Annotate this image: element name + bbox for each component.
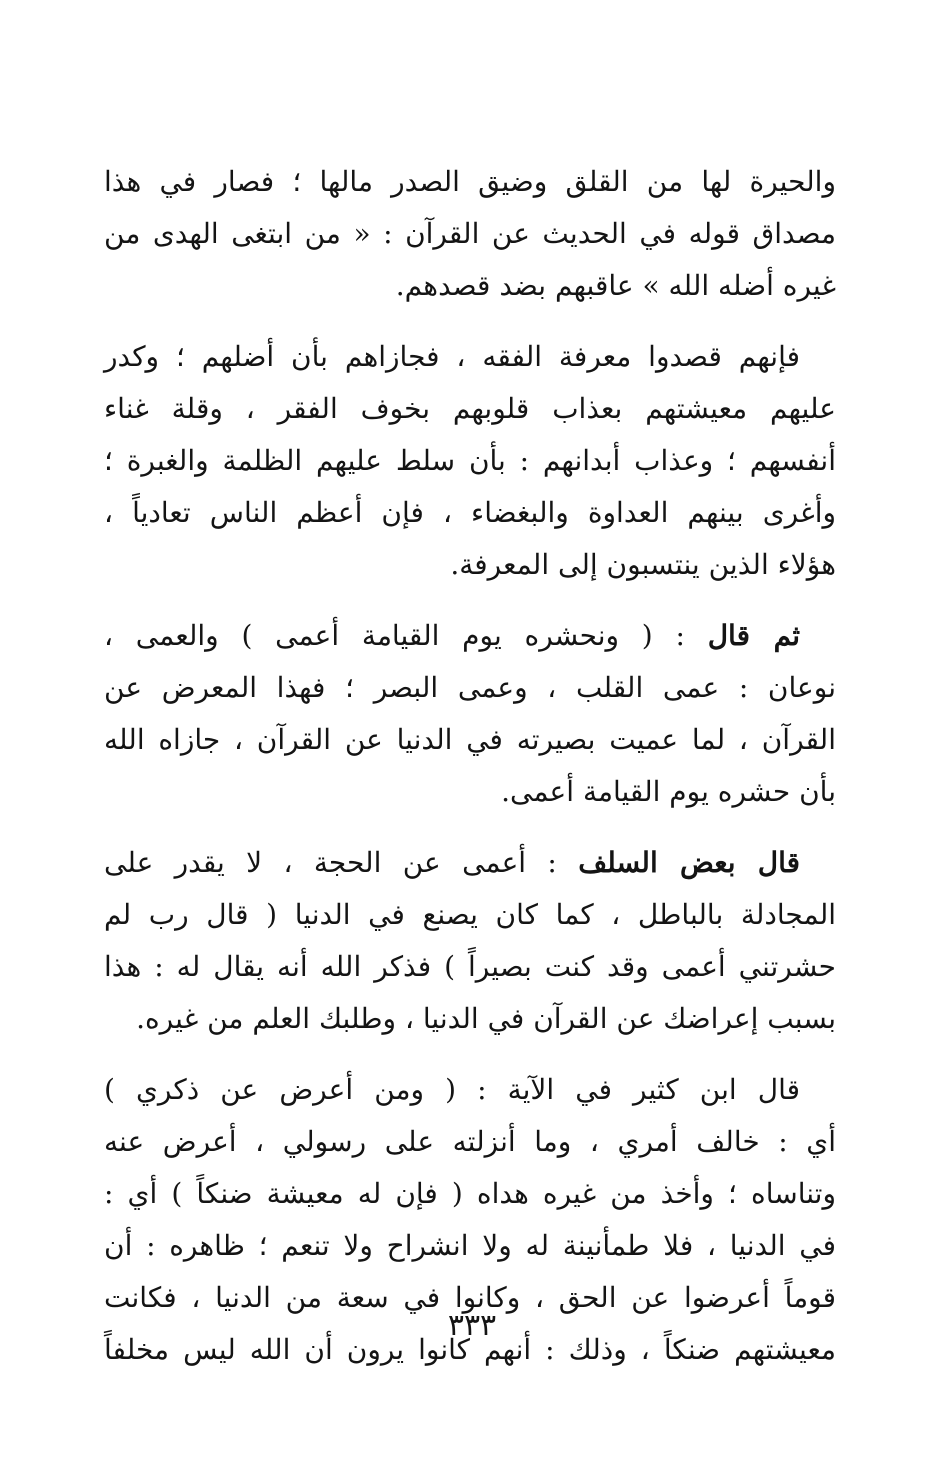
text-line: أنفسهم ؛ وعذاب أبدانهم : بأن سلط عليهم الظلمة والغبرة ؛ xyxy=(104,444,836,477)
text-line xyxy=(104,610,836,662)
bold-lead: ثم قال xyxy=(707,619,801,652)
page-number: ٣٣٣ xyxy=(447,1308,497,1343)
text-line: في الدنيا ، فلا طمأنينة له ولا انشراح ولا تنعم ؛ ظاهره : أن xyxy=(104,1229,836,1262)
paragraph-1 xyxy=(104,156,836,312)
text-line: أي : خالف أمري ، وما أنزلته على رسولي ، أعرض عنه xyxy=(104,1125,836,1158)
paragraph-3 xyxy=(104,610,836,818)
text-line: وأغرى بينهم العداوة والبغضاء ، فإن أعظم الناس تعادياً ، xyxy=(104,496,836,529)
text-line: بأن حشره يوم القيامة أعمى. xyxy=(501,775,836,808)
text-line: وتناساه ؛ وأخذ من غيره هداه ( فإن له معيشة ضنكاً ) أي : xyxy=(104,1177,836,1210)
text-line: مصداق قوله في الحديث عن القرآن : « من ابتغى الهدى من xyxy=(104,217,836,250)
text-line xyxy=(104,837,836,889)
text-line: والحيرة لها من القلق وضيق الصدر مالها ؛ فصار في هذا xyxy=(104,165,836,198)
text-line: حشرتني أعمى وقد كنت بصيراً ) فذكر الله أنه يقال له : هذا xyxy=(104,950,836,983)
text-line: المجادلة بالباطل ، كما كان يصنع في الدنيا ( قال رب لم xyxy=(104,898,836,931)
bold-lead: قال بعض السلف xyxy=(578,846,800,879)
text-line: غيره أضله الله » عاقبهم بضد قصدهم. xyxy=(395,269,836,302)
text-line: بسبب إعراضك عن القرآن في الدنيا ، وطلبك العلم من غيره. xyxy=(136,1002,836,1035)
text-line: نوعان : عمى القلب ، وعمى البصر ؛ فهذا المعرض عن xyxy=(104,671,836,704)
text-line: قوماً أعرضوا عن الحق ، وكانوا في سعة من الدنيا ، فكانت xyxy=(104,1281,837,1314)
text-line: معيشتهم ضنكاً ، وذلك : أنهم كانوا يرون أن الله ليس مخلفاً xyxy=(104,1333,836,1366)
text-line: هؤلاء الذين ينتسبون إلى المعرفة. xyxy=(450,548,836,581)
paragraph-2 xyxy=(104,331,836,591)
line-rest: : أعمى عن الحجة ، لا يقدر على xyxy=(104,846,579,879)
text-line: قال ابن كثير في الآية : ( ومن أعرض عن ذكري ) xyxy=(104,1073,800,1106)
text-line: فإنهم قصدوا معرفة الفقه ، فجازاهم بأن أضلهم ؛ وكدر xyxy=(104,340,800,373)
paragraph-4 xyxy=(104,837,836,1045)
line-rest: : ( ونحشره يوم القيامة أعمى ) والعمى ، xyxy=(104,619,708,652)
page-body xyxy=(104,156,836,1395)
text-line: عليهم معيشتهم بعذاب قلوبهم بخوف الفقر ، وقلة غناء xyxy=(104,392,836,425)
text-line: القرآن ، لما عميت بصيرته في الدنيا عن القرآن ، جازاه الله xyxy=(104,723,836,756)
